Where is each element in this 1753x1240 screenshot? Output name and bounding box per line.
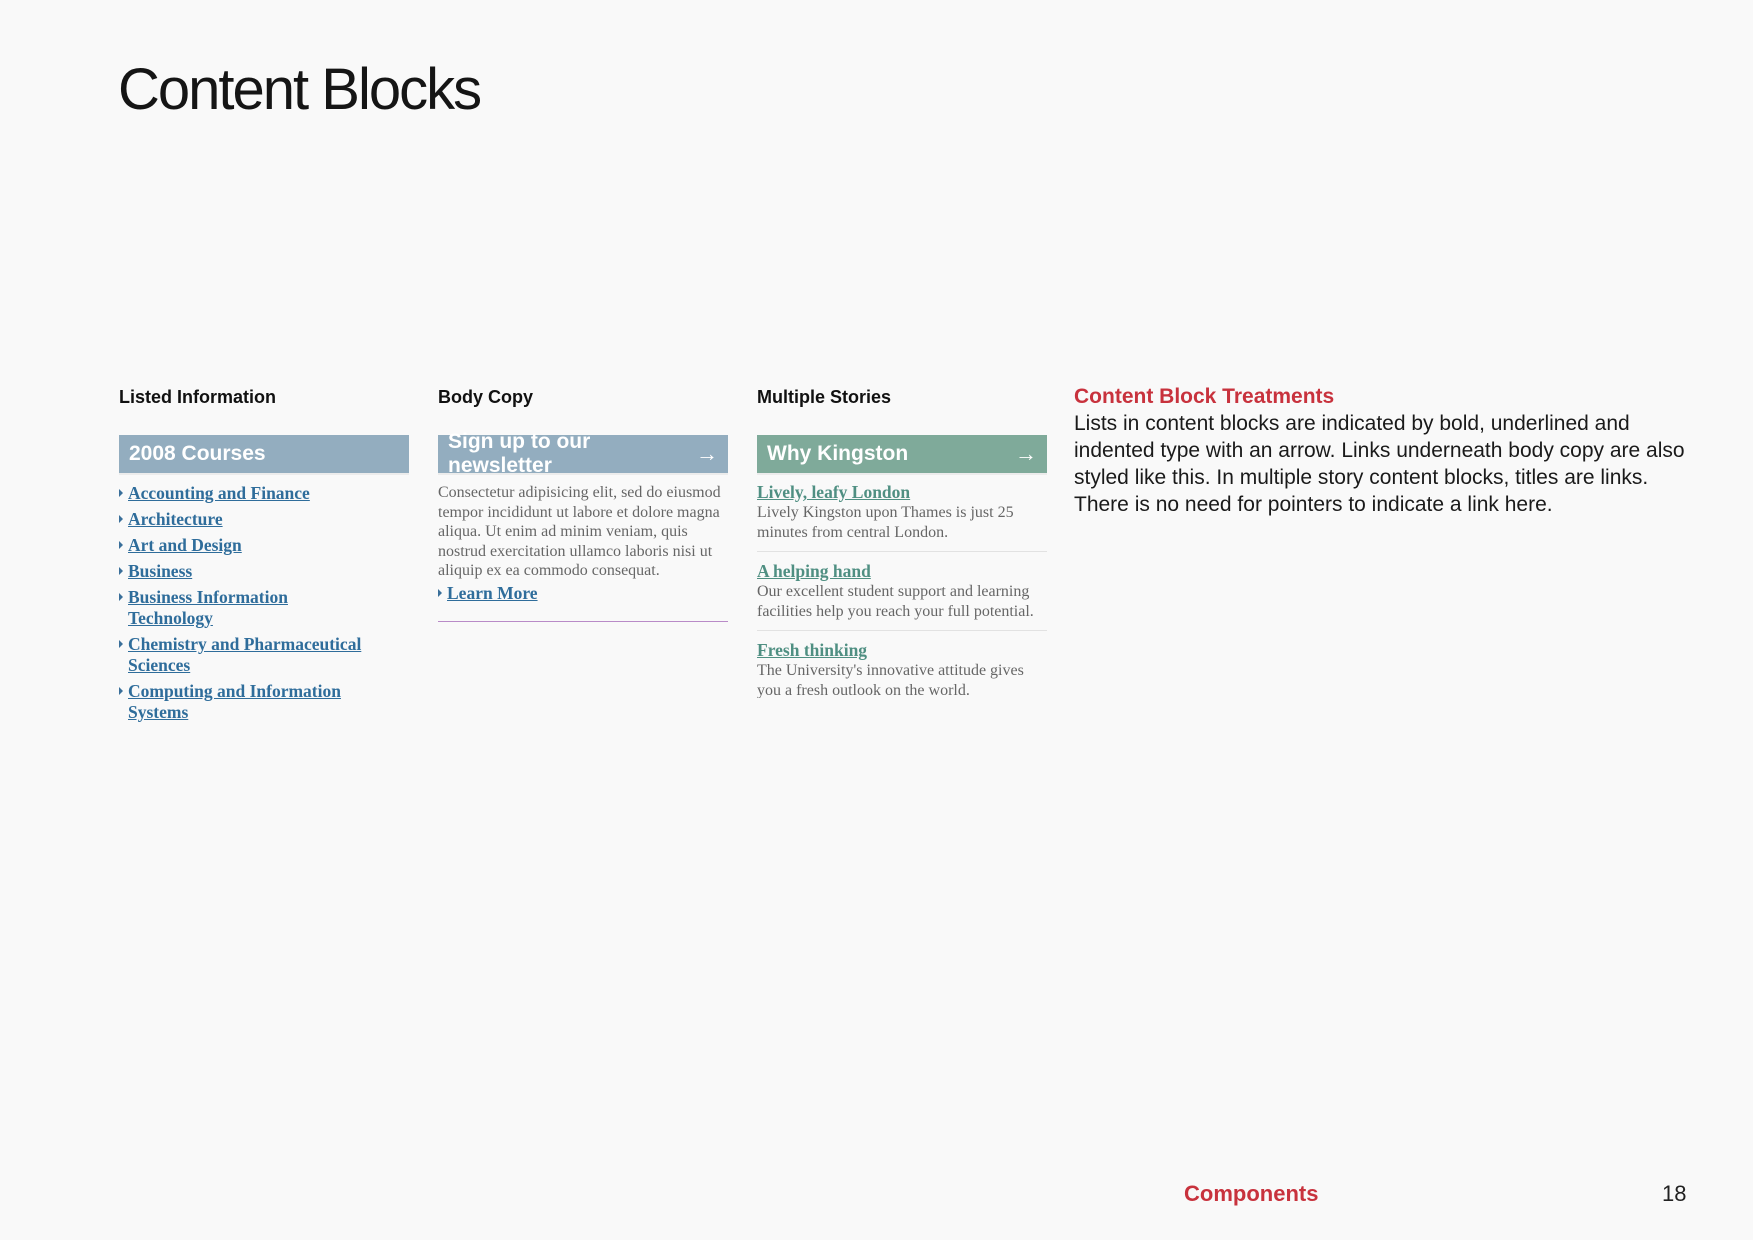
course-link[interactable]: Business bbox=[128, 561, 193, 581]
story-item bbox=[757, 552, 1047, 631]
pointer-arrow-icon bbox=[119, 515, 123, 523]
pointer-arrow-icon bbox=[119, 541, 123, 549]
list-item bbox=[119, 587, 338, 629]
story-title-link[interactable]: Lively, leafy London bbox=[757, 482, 911, 502]
treatments-description bbox=[1074, 384, 1694, 518]
course-link[interactable]: Chemistry and Pharmaceutical Sciences bbox=[128, 634, 362, 675]
list-item bbox=[119, 509, 409, 530]
course-link[interactable]: Architecture bbox=[128, 509, 223, 529]
learn-more-link[interactable]: Learn More bbox=[447, 582, 538, 603]
listed-information-column bbox=[119, 387, 409, 728]
story-text: Lively Kingston upon Thames is just 25 minutes from central London. bbox=[757, 504, 1014, 541]
story-item bbox=[757, 473, 1047, 552]
pointer-arrow-icon bbox=[438, 589, 442, 597]
why-kingston-block-header[interactable] bbox=[757, 435, 1047, 473]
pointer-arrow-icon bbox=[119, 687, 123, 695]
pointer-arrow-icon bbox=[119, 567, 123, 575]
divider bbox=[438, 621, 728, 622]
story-item bbox=[757, 631, 1047, 698]
pointer-arrow-icon bbox=[119, 489, 123, 497]
course-link[interactable]: Computing and Information Systems bbox=[128, 681, 341, 722]
arrow-right-icon: → bbox=[696, 441, 718, 466]
course-link[interactable]: Accounting and Finance bbox=[128, 483, 310, 503]
list-item bbox=[119, 681, 388, 723]
footer-section-label: Components bbox=[1184, 1181, 1319, 1206]
column-heading: Listed Information bbox=[119, 387, 276, 407]
pointer-arrow-icon bbox=[119, 640, 123, 648]
block-title: Sign up to our newsletter bbox=[448, 430, 591, 477]
story-title-link[interactable]: A helping hand bbox=[757, 561, 871, 581]
list-item bbox=[119, 634, 409, 676]
page-title: Content Blocks bbox=[118, 57, 481, 122]
story-text: Our excellent student support and learning facilities help you reach your full potential. bbox=[757, 583, 1034, 620]
story-text: The University's innovative attitude gives you a fresh outlook on the world. bbox=[757, 662, 1024, 698]
page-number: 18 bbox=[1662, 1181, 1687, 1206]
pointer-arrow-icon bbox=[119, 593, 123, 601]
column-heading: Body Copy bbox=[438, 387, 534, 407]
treatments-title: Content Block Treatments bbox=[1074, 385, 1335, 408]
learn-more-item bbox=[438, 583, 728, 604]
block-title: 2008 Courses bbox=[129, 442, 266, 465]
story-title-link[interactable]: Fresh thinking bbox=[757, 640, 868, 660]
body-copy-column bbox=[438, 387, 728, 622]
arrow-right-icon: → bbox=[1015, 441, 1037, 466]
list-item bbox=[119, 483, 409, 504]
story-list bbox=[757, 473, 1047, 698]
column-heading: Multiple Stories bbox=[757, 387, 892, 407]
course-list bbox=[119, 483, 409, 723]
newsletter-block-header[interactable] bbox=[438, 430, 728, 477]
treatments-text: Lists in content blocks are indicated by bold, underlined and indented type with an arrow. Links underneath body copy are also styled like this. In multiple story content blocks, titles are links. There is no need for pointers to indicate a link here. bbox=[1074, 412, 1685, 516]
body-paragraph: Consectetur adipisicing elit, sed do eiusmod tempor incididunt ut labore et dolore magna aliqua. Ut enim ad minim veniam, quis nostrud exercitation ullamco laboris nisi ut aliquip ex ea commodo consequat. bbox=[438, 484, 721, 579]
courses-block-header bbox=[119, 435, 409, 473]
course-link[interactable]: Art and Design bbox=[128, 535, 242, 555]
block-title: Why Kingston bbox=[767, 442, 909, 465]
list-item bbox=[119, 535, 409, 556]
list-item bbox=[119, 561, 409, 582]
course-link[interactable]: Business Information Technology bbox=[128, 587, 288, 628]
multiple-stories-column bbox=[757, 387, 1047, 698]
